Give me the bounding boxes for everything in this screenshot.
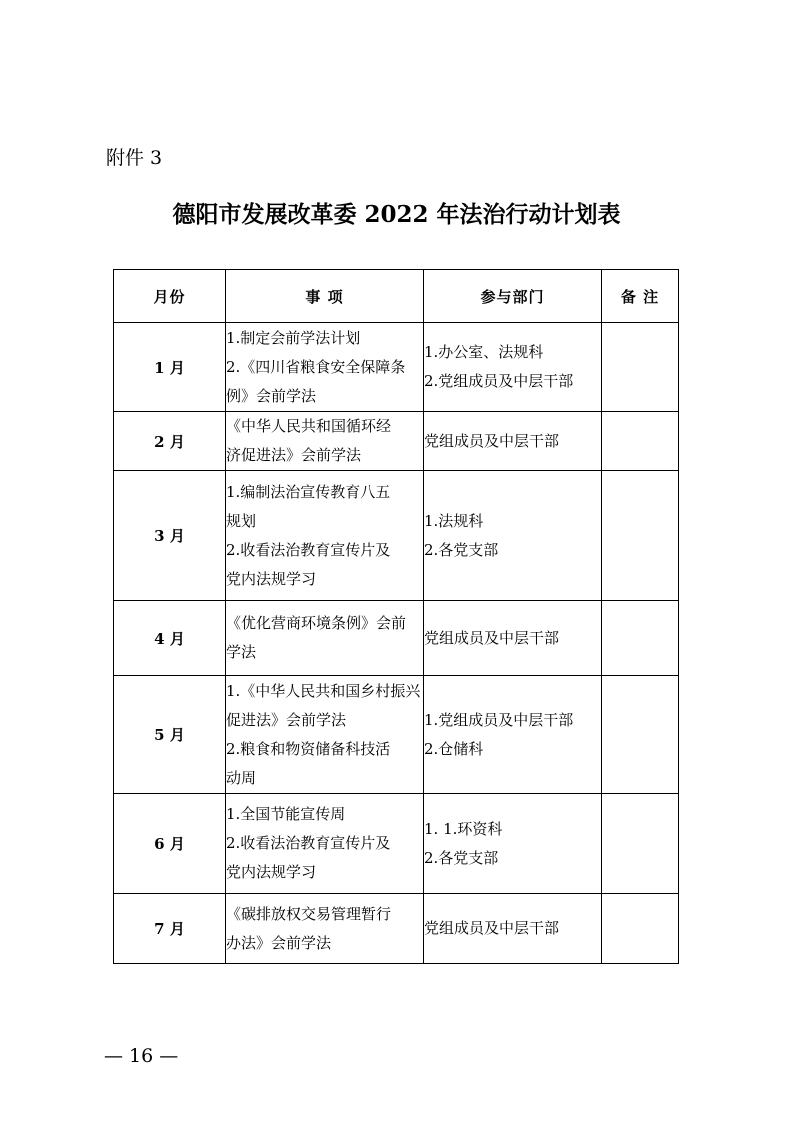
item-cell xyxy=(226,471,424,601)
item-line: 1.制定会前学法计划 xyxy=(226,328,361,347)
dept-cell xyxy=(424,323,602,412)
remark-cell xyxy=(602,471,679,601)
item-line: 《碳排放权交易管理暂行 xyxy=(226,904,392,923)
item-cell xyxy=(226,412,424,471)
attachment-label: 附件 3 xyxy=(106,147,163,169)
item-line: 2.收看法治教育宣传片及 xyxy=(226,834,391,852)
item-line: 《优化营商环境条例》会前 xyxy=(226,614,407,632)
item-line: 例》会前学法 xyxy=(226,386,317,405)
table-row xyxy=(114,412,679,471)
dept-line: 2.各党支部 xyxy=(424,540,499,559)
item-cell xyxy=(226,676,424,794)
month-cell: 1 月 xyxy=(114,323,226,412)
header-dept: 参与部门 xyxy=(424,270,602,323)
dept-line: 1.办公室、法规科 xyxy=(424,343,544,361)
month-cell: 4 月 xyxy=(114,601,226,676)
header-item: 事 项 xyxy=(226,270,424,323)
month-cell: 3 月 xyxy=(114,471,226,601)
dept-line: 2.党组成员及中层干部 xyxy=(424,372,574,390)
table-row xyxy=(114,323,679,412)
remark-cell xyxy=(602,894,679,964)
page-title: 德阳市发展改革委 2022 年法治行动计划表 xyxy=(172,201,621,228)
item-line: 党内法规学习 xyxy=(226,863,317,881)
item-line: 1.编制法治宣传教育八五 xyxy=(226,482,391,501)
dept-cell xyxy=(424,894,602,964)
remark-cell xyxy=(602,412,679,471)
remark-cell xyxy=(602,601,679,676)
plan-table xyxy=(113,269,679,964)
table-header-row xyxy=(114,270,679,323)
dept-line: 党组成员及中层干部 xyxy=(424,431,560,450)
remark-cell xyxy=(602,794,679,894)
item-line: 2.《四川省粮食安全保障条 xyxy=(226,357,406,376)
item-cell xyxy=(226,323,424,412)
item-line: 规划 xyxy=(226,511,257,530)
dept-line: 党组成员及中层干部 xyxy=(424,919,560,937)
dept-line: 1.法规科 xyxy=(424,511,484,530)
dept-line: 1. 1.环资科 xyxy=(424,819,503,838)
table-row xyxy=(114,676,679,794)
item-line: 动周 xyxy=(226,768,257,787)
item-line: 《中华人民共和国循环经 xyxy=(226,417,392,435)
page-number: — 16 — xyxy=(104,1045,179,1067)
dept-cell xyxy=(424,794,602,894)
dept-cell xyxy=(424,601,602,676)
month-cell: 2 月 xyxy=(114,412,226,471)
item-line: 党内法规学习 xyxy=(226,569,317,588)
table-row xyxy=(114,794,679,894)
month-cell: 5 月 xyxy=(114,676,226,794)
remark-cell xyxy=(602,676,679,794)
month-cell: 6 月 xyxy=(114,794,226,894)
dept-line: 2.各党支部 xyxy=(424,848,499,867)
month-cell: 7 月 xyxy=(114,894,226,964)
table-row xyxy=(114,471,679,601)
dept-line: 党组成员及中层干部 xyxy=(424,628,560,647)
item-line: 办法》会前学法 xyxy=(226,933,332,952)
header-month: 月份 xyxy=(114,270,226,323)
table-row xyxy=(114,601,679,676)
item-line: 济促进法》会前学法 xyxy=(226,446,362,464)
remark-cell xyxy=(602,323,679,412)
item-cell xyxy=(226,601,424,676)
item-line: 学法 xyxy=(226,643,257,661)
item-line: 1.全国节能宣传周 xyxy=(226,805,346,823)
item-line: 2.收看法治教育宣传片及 xyxy=(226,540,391,559)
header-remark: 备 注 xyxy=(602,270,679,323)
dept-cell xyxy=(424,471,602,601)
table-row xyxy=(114,894,679,964)
dept-line: 2.仓储科 xyxy=(424,739,484,758)
dept-cell xyxy=(424,412,602,471)
item-line: 2.粮食和物资储备科技活 xyxy=(226,739,391,758)
item-line: 1.《中华人民共和国乡村振兴 xyxy=(226,681,421,700)
dept-line: 1.党组成员及中层干部 xyxy=(424,710,574,729)
item-line: 促进法》会前学法 xyxy=(226,710,347,729)
dept-cell xyxy=(424,676,602,794)
item-cell xyxy=(226,894,424,964)
item-cell xyxy=(226,794,424,894)
